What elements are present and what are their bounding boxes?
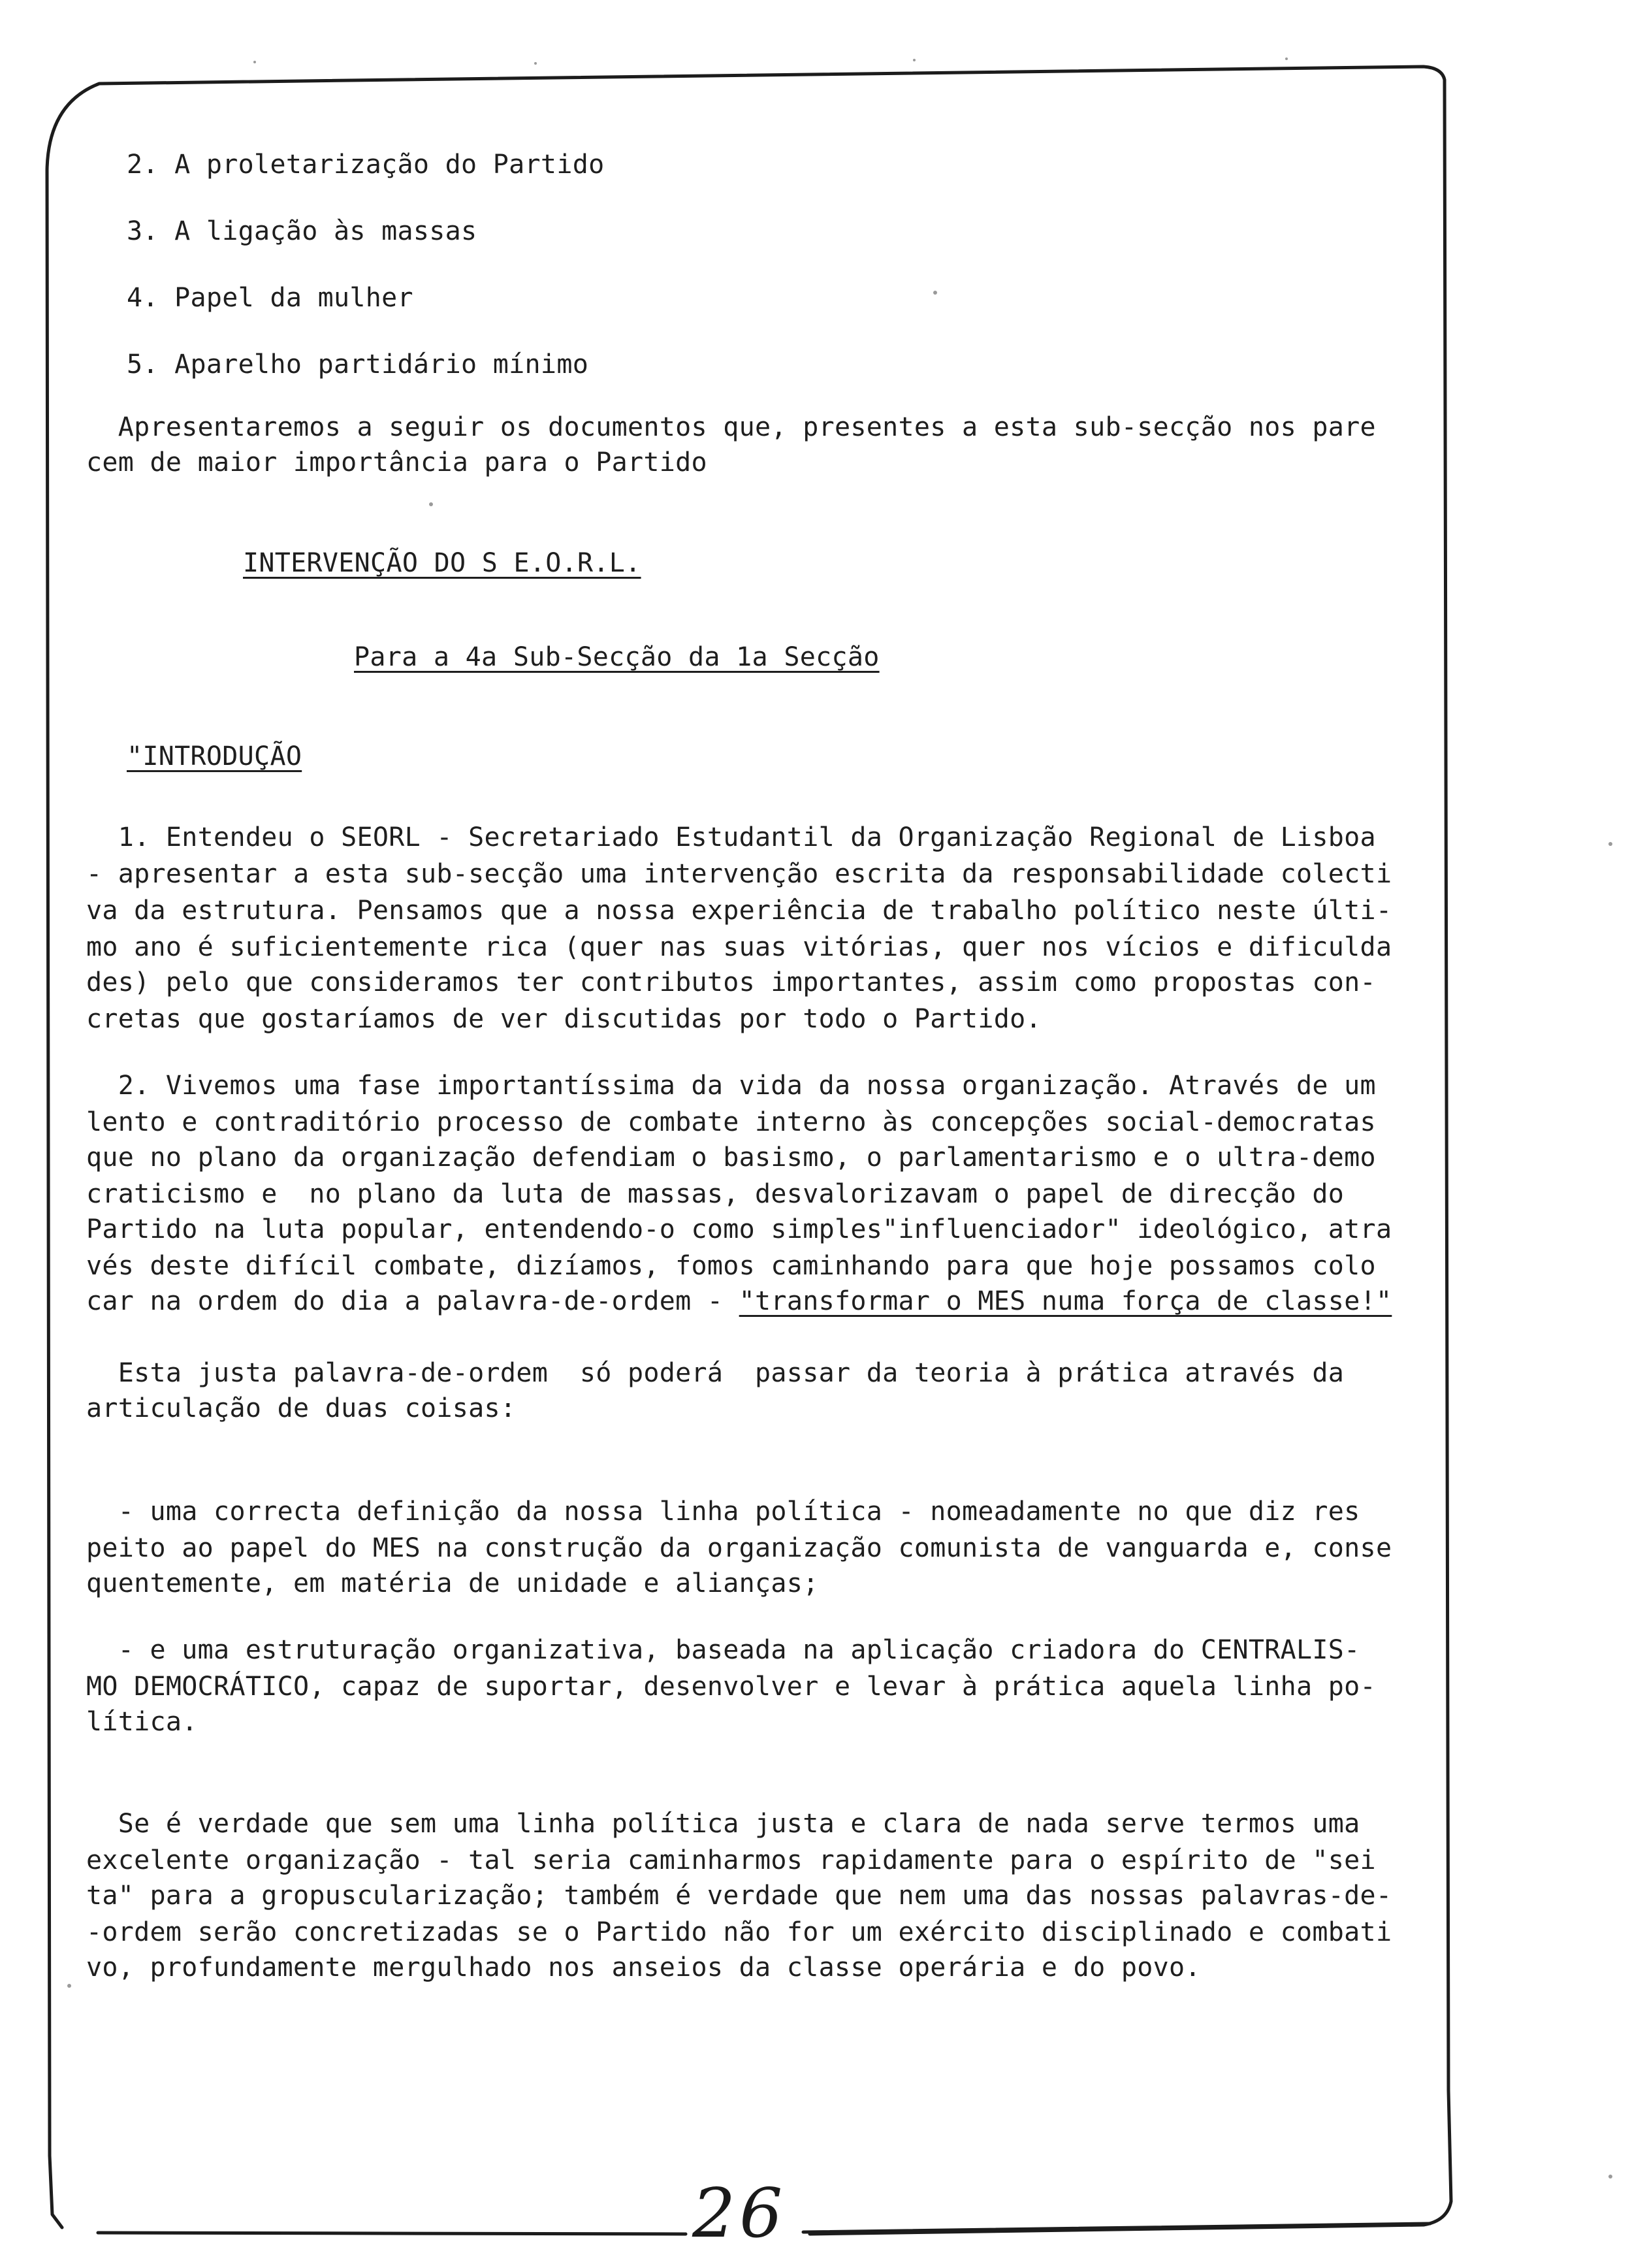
paragraph-2-line: Partido na luta popular, entendendo-o como simples"influenciador" ideológico, atra xyxy=(86,1214,1392,1244)
paragraph-1-line: - apresentar a esta sub-secção uma intervenção escrita da responsabilidade colecti xyxy=(86,859,1392,889)
list-item: 5. Aparelho partidário mínimo xyxy=(127,349,589,380)
paragraph-3-line: articulação de duas coisas: xyxy=(86,1393,517,1423)
paragraph-2-line: lento e contraditório processo de combate interno às concepções social-democratas xyxy=(86,1107,1376,1137)
paragraph-2-line: 2. Vivemos uma fase importantíssima da vida da nossa organização. Através de um xyxy=(86,1071,1376,1101)
paragraph-2-tail: car na ordem do dia a palavra-de-ordem - xyxy=(86,1286,739,1316)
paragraph-3-line: Esta justa palavra-de-ordem só poderá passar da teoria à prática através da xyxy=(86,1358,1345,1388)
paragraph-2-line xyxy=(86,1286,1392,1317)
paragraph-1-line: va da estrutura. Pensamos que a nossa experiência de trabalho político neste últi- xyxy=(86,896,1392,926)
paragraph-2-line: craticismo e no plano da luta de massas, desvalorizavam o papel de direcção do xyxy=(86,1179,1345,1209)
list-item: 4. Papel da mulher xyxy=(127,283,413,313)
bullet-2-line: lítica. xyxy=(86,1707,198,1737)
intro-line: cem de maior importância para o Partido xyxy=(86,447,707,478)
paragraph-2-line: vés deste difícil combate, dizíamos, fomos caminhando para que hoje possamos colo xyxy=(86,1251,1376,1281)
paragraph-1-line: 1. Entendeu o SEORL - Secretariado Estudantil da Organização Regional de Lisboa xyxy=(86,822,1376,852)
paragraph-4-line: Se é verdade que sem uma linha política justa e clara de nada serve termos uma xyxy=(86,1809,1360,1839)
paragraph-4-line: -ordem serão concretizadas se o Partido não for um exército disciplinado e combati xyxy=(86,1917,1392,1947)
paragraph-1-line: des) pelo que consideramos ter contributos importantes, assim como propostas con- xyxy=(86,967,1376,997)
bullet-1-line: peito ao papel do MES na construção da organização comunista de vanguarda e, conse xyxy=(86,1533,1392,1563)
paragraph-2-line: que no plano da organização defendiam o basismo, o parlamentarismo e o ultra-demo xyxy=(86,1142,1376,1173)
heading-intervencao: INTERVENÇÃO DO S E.O.R.L. xyxy=(243,548,641,578)
list-item: 2. A proletarização do Partido xyxy=(127,150,605,180)
paragraph-4-line: vo, profundamente mergulhado nos anseios da classe operária e do povo. xyxy=(86,1952,1201,1983)
intro-line: Apresentaremos a seguir os documentos que, presentes a esta sub-secção nos pare xyxy=(86,412,1376,442)
page-number: 26 xyxy=(692,2173,787,2253)
slogan: "transformar o MES numa força de classe!" xyxy=(739,1286,1392,1316)
heading-sub-seccao: Para a 4a Sub-Secção da 1a Secção xyxy=(354,642,880,672)
paragraph-4-line: excelente organização - tal seria caminharmos rapidamente para o espírito de "sei xyxy=(86,1845,1376,1875)
bullet-2-line: MO DEMOCRÁTICO, capaz de suportar, desenvolver e levar à prática aquela linha po- xyxy=(86,1672,1376,1702)
heading-introducao: "INTRODUÇÃO xyxy=(127,741,302,771)
bullet-1-line: - uma correcta definição da nossa linha política - nomeadamente no que diz res xyxy=(86,1497,1360,1527)
bullet-1-line: quentemente, em matéria de unidade e alianças; xyxy=(86,1568,819,1598)
list-item: 3. A ligação às massas xyxy=(127,216,477,246)
paragraph-1-line: mo ano é suficientemente rica (quer nas suas vitórias, quer nos vícios e dificulda xyxy=(86,932,1392,962)
bullet-2-line: - e uma estruturação organizativa, baseada na aplicação criadora do CENTRALIS- xyxy=(86,1635,1360,1665)
paragraph-4-line: ta" para a gropuscularização; também é verdade que nem uma das nossas palavras-de- xyxy=(86,1881,1392,1911)
paragraph-1-line: cretas que gostaríamos de ver discutidas por todo o Partido. xyxy=(86,1004,1042,1034)
